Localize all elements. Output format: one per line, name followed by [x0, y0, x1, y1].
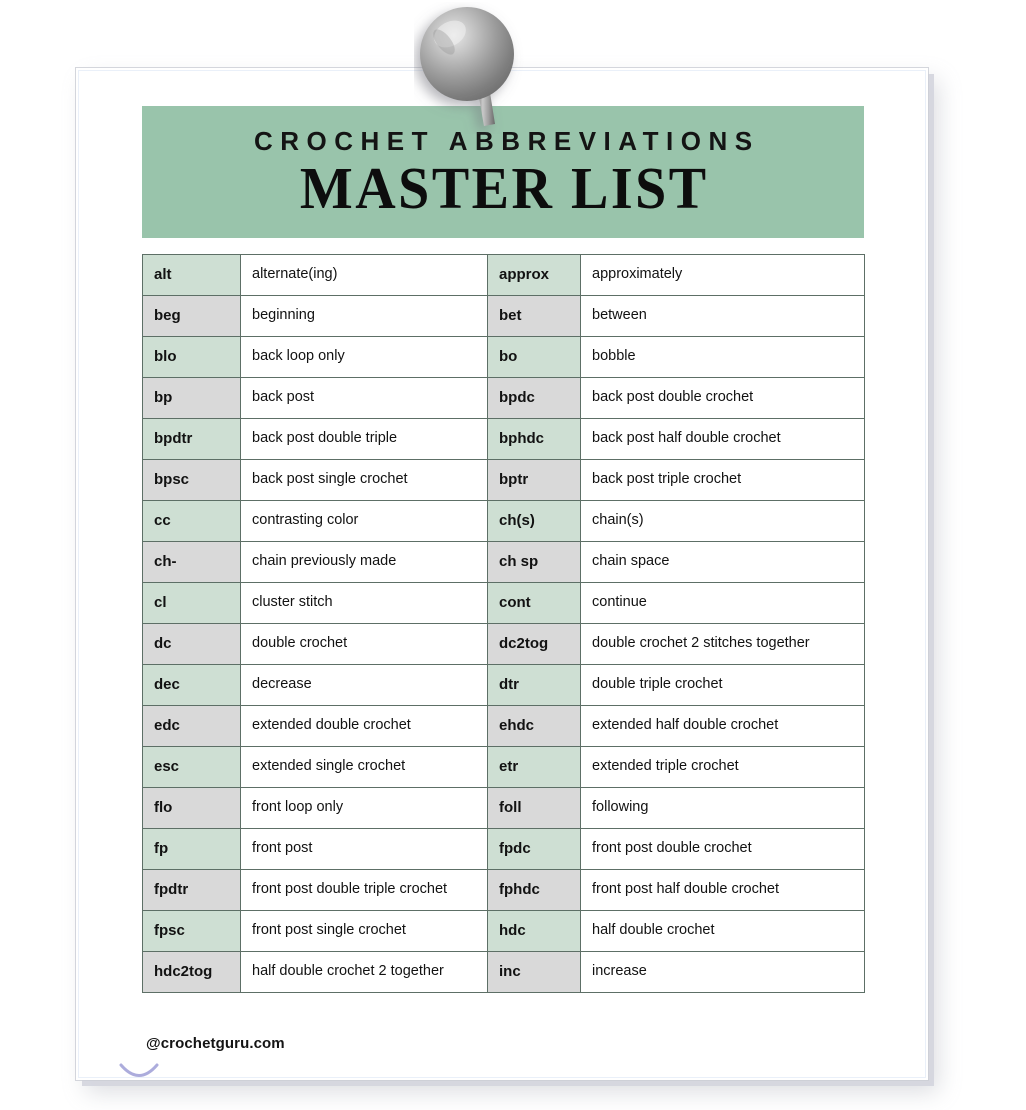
definition-cell: bobble [581, 337, 865, 378]
table-row [143, 583, 865, 624]
abbreviation-cell: dec [143, 665, 241, 706]
table-row [143, 706, 865, 747]
abbreviation-cell: fp [143, 829, 241, 870]
abbreviation-cell: hdc [488, 911, 581, 952]
abbreviation-cell: bpdtr [143, 419, 241, 460]
definition-cell: half double crochet [581, 911, 865, 952]
definition-cell: decrease [241, 665, 488, 706]
definition-cell: double triple crochet [581, 665, 865, 706]
site-credit: @crochetguru.com [146, 1035, 285, 1052]
definition-cell: chain previously made [241, 542, 488, 583]
abbreviation-cell: bo [488, 337, 581, 378]
header-banner [142, 106, 864, 238]
definition-cell: cluster stitch [241, 583, 488, 624]
definition-cell: back post double crochet [581, 378, 865, 419]
definition-cell: back post [241, 378, 488, 419]
abbreviation-cell: alt [143, 255, 241, 296]
table-row [143, 296, 865, 337]
abbreviation-cell: ch sp [488, 542, 581, 583]
definition-cell: contrasting color [241, 501, 488, 542]
table-row [143, 952, 865, 993]
abbreviation-cell: dtr [488, 665, 581, 706]
definition-cell: front post double crochet [581, 829, 865, 870]
abbreviation-cell: approx [488, 255, 581, 296]
abbreviation-cell: beg [143, 296, 241, 337]
definition-cell: beginning [241, 296, 488, 337]
abbreviation-cell: bptr [488, 460, 581, 501]
definition-cell: front post double triple crochet [241, 870, 488, 911]
curve-doodle-icon [118, 1062, 160, 1082]
abbreviation-cell: bpdc [488, 378, 581, 419]
abbreviation-cell: ch- [143, 542, 241, 583]
abbreviation-cell: fphdc [488, 870, 581, 911]
definition-cell: double crochet 2 stitches together [581, 624, 865, 665]
definition-cell: half double crochet 2 together [241, 952, 488, 993]
abbreviation-cell: ehdc [488, 706, 581, 747]
abbreviation-cell: dc [143, 624, 241, 665]
abbreviation-cell: cl [143, 583, 241, 624]
definition-cell: chain space [581, 542, 865, 583]
abbreviation-cell: bpsc [143, 460, 241, 501]
abbreviation-cell: fpdc [488, 829, 581, 870]
table-row [143, 829, 865, 870]
definition-cell: back post half double crochet [581, 419, 865, 460]
table-row [143, 788, 865, 829]
definition-cell: double crochet [241, 624, 488, 665]
definition-cell: back post double triple [241, 419, 488, 460]
table-row [143, 501, 865, 542]
table-row [143, 419, 865, 460]
table-row [143, 665, 865, 706]
definition-cell: front post half double crochet [581, 870, 865, 911]
abbreviation-cell: blo [143, 337, 241, 378]
abbreviation-cell: edc [143, 706, 241, 747]
definition-cell: continue [581, 583, 865, 624]
definition-cell: extended half double crochet [581, 706, 865, 747]
table-row [143, 255, 865, 296]
definition-cell: increase [581, 952, 865, 993]
definition-cell: approximately [581, 255, 865, 296]
definition-cell: back post single crochet [241, 460, 488, 501]
table-row [143, 747, 865, 788]
definition-cell: chain(s) [581, 501, 865, 542]
definition-cell: following [581, 788, 865, 829]
page-title: MASTER LIST [299, 155, 709, 222]
page-title-kicker: CROCHET ABBREVIATIONS [253, 125, 760, 156]
abbreviation-cell: dc2tog [488, 624, 581, 665]
table-row [143, 870, 865, 911]
definition-cell: extended triple crochet [581, 747, 865, 788]
definition-cell: front post single crochet [241, 911, 488, 952]
table-row [143, 460, 865, 501]
definition-cell: extended double crochet [241, 706, 488, 747]
abbreviation-cell: bet [488, 296, 581, 337]
abbreviation-cell: esc [143, 747, 241, 788]
table-row [143, 542, 865, 583]
abbreviation-cell: bp [143, 378, 241, 419]
table-row [143, 624, 865, 665]
definition-cell: back post triple crochet [581, 460, 865, 501]
abbreviation-cell: fpsc [143, 911, 241, 952]
table-row [143, 911, 865, 952]
definition-cell: between [581, 296, 865, 337]
abbreviation-cell: bphdc [488, 419, 581, 460]
definition-cell: back loop only [241, 337, 488, 378]
table-row [143, 337, 865, 378]
definition-cell: front post [241, 829, 488, 870]
abbreviation-cell: etr [488, 747, 581, 788]
abbreviation-cell: ch(s) [488, 501, 581, 542]
abbreviation-cell: inc [488, 952, 581, 993]
abbreviations-table [142, 254, 865, 993]
definition-cell: front loop only [241, 788, 488, 829]
abbreviation-cell: cont [488, 583, 581, 624]
abbreviation-cell: fpdtr [143, 870, 241, 911]
abbreviation-cell: hdc2tog [143, 952, 241, 993]
abbreviation-cell: foll [488, 788, 581, 829]
definition-cell: alternate(ing) [241, 255, 488, 296]
table-row [143, 378, 865, 419]
abbreviation-cell: flo [143, 788, 241, 829]
definition-cell: extended single crochet [241, 747, 488, 788]
abbreviation-cell: cc [143, 501, 241, 542]
